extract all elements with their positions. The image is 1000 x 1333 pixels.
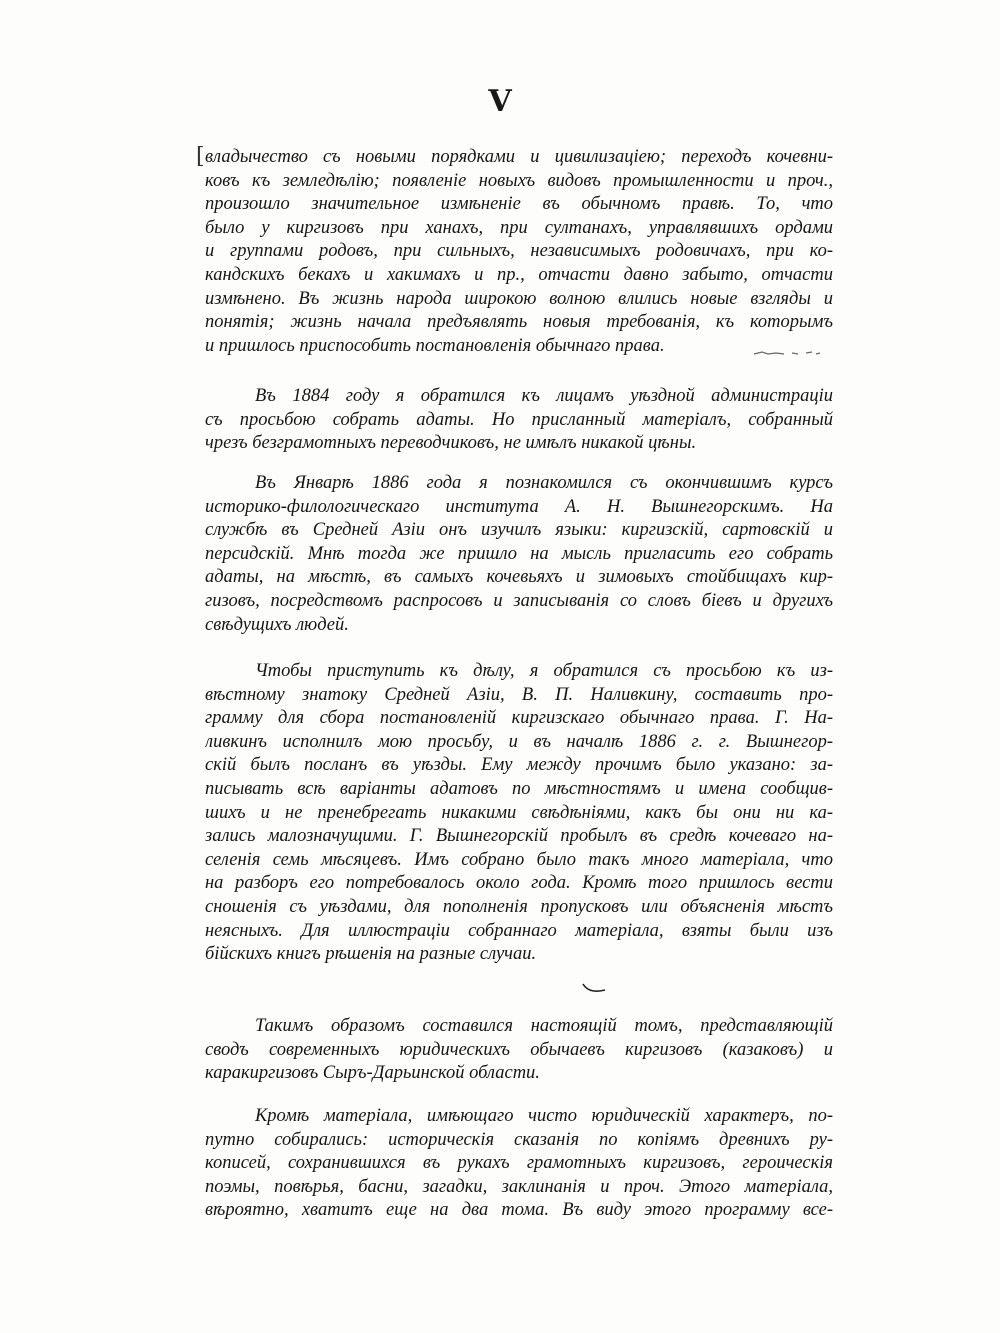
text-line: вѣроятно, хватитъ еще на два тома. Въ виду этого программу все- bbox=[205, 1200, 833, 1221]
paragraph-6 bbox=[205, 1105, 833, 1223]
text-line: произошло значительное измѣненiе въ обычномъ правѣ. То, что bbox=[205, 194, 833, 215]
text-line: поэмы, повѣрья, басни, загадки, заклинанiя и проч. Этого матерiала, bbox=[205, 1176, 833, 1197]
text-line: сводъ современныхъ юридическихъ обычаевъ киргизовъ (казаковъ) и bbox=[205, 1039, 833, 1060]
text-line: и пришлось приспособить постановленiя обычнаго права. bbox=[205, 335, 665, 356]
text-line: Въ 1884 году я обратился къ лицамъ уѣздной администрацiи bbox=[255, 386, 833, 406]
text-line: Чтобы приступить къ дѣлу, я обратился съ просьбою къ из- bbox=[255, 661, 833, 681]
paragraph-1 bbox=[205, 146, 833, 358]
handwritten-stroke-mark bbox=[581, 980, 607, 996]
paragraph-2 bbox=[205, 385, 833, 456]
text-line: кандскихъ бекахъ и хакимахъ и пр., отчасти давно забыто, отчасти bbox=[205, 264, 833, 285]
text-line: Такимъ образомъ составился настоящiй томъ, представляющiй bbox=[255, 1016, 833, 1036]
text-line: ковъ къ земледѣлiю; появленiе новыхъ видовъ промышленности и проч., bbox=[205, 170, 833, 191]
text-line: свѣдущихъ людей. bbox=[205, 614, 349, 635]
text-line: вѣстному знатоку Средней Азiи, В. П. Наливкину, составить про- bbox=[205, 684, 833, 705]
text-line: ливкинъ исполнилъ мою просьбу, и въ началѣ 1886 г. г. Вышнегор- bbox=[205, 731, 833, 752]
page-number: V bbox=[488, 84, 512, 119]
margin-bracket-mark: [ bbox=[196, 144, 205, 169]
text-line: измѣнено. Въ жизнь народа широкою волною влились новые взгляды и bbox=[205, 288, 833, 309]
text-line: грамму для сбора постановленiй киргизскаго обычнаго права. Г. На- bbox=[205, 708, 833, 729]
text-line: неясныхъ. Для иллюстрацiи собраннаго матерiала, взяты были изъ bbox=[205, 920, 833, 941]
text-line: съ просьбою собрать адаты. Но присланный матерiалъ, собранный bbox=[205, 409, 833, 430]
text-line: было у киргизовъ при ханахъ, при султанахъ, управлявшихъ ордами bbox=[205, 217, 833, 238]
paragraph-5 bbox=[205, 1015, 833, 1086]
text-line: бiйскихъ книгъ рѣшенiя на разные случаи. bbox=[205, 944, 537, 965]
text-line: чрезъ безграмотныхъ переводчиковъ, не имѣлъ никакой цѣны. bbox=[205, 433, 697, 454]
text-line: Въ Январѣ 1886 года я познакомился съ окончившимъ курсъ bbox=[255, 473, 833, 493]
text-line: гизовъ, посредствомъ распросовъ и записыванiя со словъ бiевъ и другихъ bbox=[205, 590, 833, 611]
text-line: зались малозначущими. Г. Вышнегорскiй пробылъ въ средѣ кочеваго на- bbox=[205, 826, 833, 847]
text-line: владычество съ новыми порядками и цивилизацiею; переходъ кочевни- bbox=[205, 147, 833, 167]
text-line: шихъ и не пренебрегать никакими свѣдѣнiями, какъ бы они ни ка- bbox=[205, 802, 833, 823]
text-line: историко-филологическаго института А. Н. Вышнегорскимъ. На bbox=[205, 496, 833, 517]
text-line: персидскiй. Мнѣ тогда же пришло на мысль пригласить его собрать bbox=[205, 543, 833, 564]
text-line: адаты, на мѣстѣ, въ самыхъ кочевьяхъ и зимовыхъ стойбищахъ кир- bbox=[205, 567, 833, 588]
text-line: каракиргизовъ Сыръ-Дарьинской области. bbox=[205, 1063, 540, 1084]
paragraph-4 bbox=[205, 660, 833, 967]
text-line: Кромѣ матерiала, имѣющаго чисто юридическiй характеръ, по- bbox=[255, 1106, 833, 1126]
paragraph-3 bbox=[205, 472, 833, 637]
text-line: путно собирались: историческiя сказанiя по копiямъ древнихъ ру- bbox=[205, 1129, 833, 1150]
text-line: писывать всѣ варiанты адатовъ по мѣстностямъ и имена сообщив- bbox=[205, 778, 833, 799]
text-line: службѣ въ Средней Азiи онъ изучилъ языки: киргизскiй, сартовскiй и bbox=[205, 520, 833, 541]
text-line: и группами родовъ, при сильныхъ, независимыхъ родовичахъ, при ко- bbox=[205, 241, 833, 262]
scan-speck-mark bbox=[752, 348, 822, 358]
text-line: на разборъ его потребовалось около года. Кромѣ того пришлось вести bbox=[205, 873, 833, 894]
text-line: сношенiя съ уѣздами, для пополненiя пропусковъ или объясненiя мѣстъ bbox=[205, 896, 833, 917]
text-line: понятiя; жизнь начала предъявлять новыя требованiя, къ которымъ bbox=[205, 312, 833, 333]
text-line: скiй былъ посланъ въ уѣзды. Ему между прочимъ было указано: за- bbox=[205, 755, 833, 776]
text-line: кописей, сохранившихся въ рукахъ грамотныхъ киргизовъ, героическiя bbox=[205, 1153, 833, 1174]
text-line: селенiя семь мѣсяцевъ. Имъ собрано было такъ много матерiала, что bbox=[205, 849, 833, 870]
